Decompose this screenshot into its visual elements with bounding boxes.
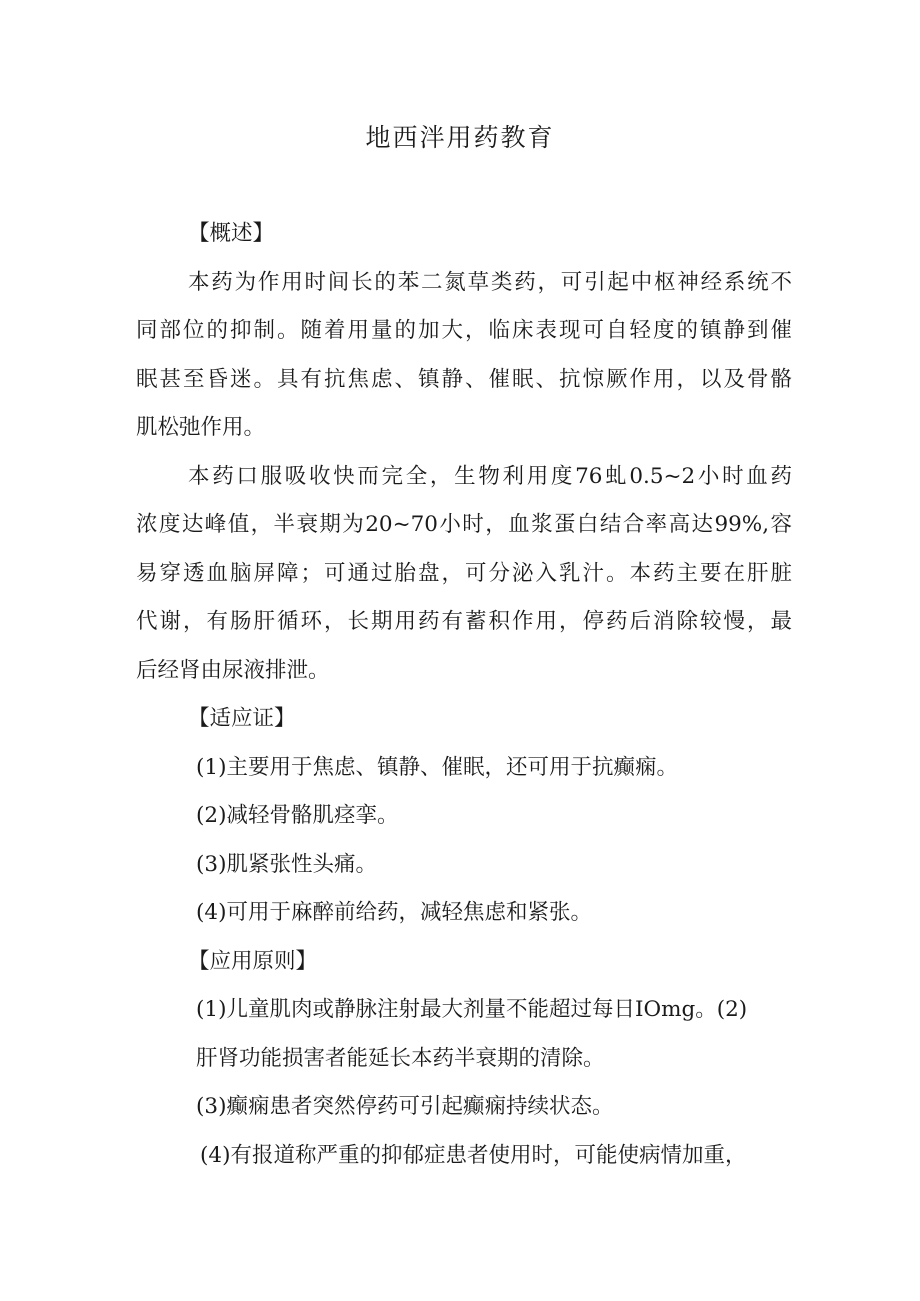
list-item: (3)肌紧张性头痛。 <box>196 851 377 877</box>
list-item: (4)有报道称严重的抑郁症患者使用时，可能使病情加重， <box>200 1142 747 1168</box>
paragraph-line: 本药口服吸收快而完全，生物利用度76虬0.5~2小时血药 <box>188 463 792 489</box>
section-heading-principles: 【应用原则】 <box>188 948 318 974</box>
paragraph-line: 同部位的抑制。随着用量的加大，临床表现可自轻度的镇静到催 <box>136 318 792 343</box>
paragraph-line: 代谢，有肠肝循环，长期用药有蓄积作用，停药后消除较慢，最 <box>136 609 792 634</box>
paragraph-line: 眠甚至昏迷。具有抗焦虑、镇静、催眠、抗惊厥作用，以及骨骼 <box>136 366 792 392</box>
list-item: 肝肾功能损害者能延长本药半衰期的清除。 <box>196 1045 605 1071</box>
document-body <box>136 210 792 1180</box>
list-item: (1)主要用于焦虑、镇静、催眠，还可用于抗癫痫。 <box>196 754 678 780</box>
paragraph-line: 易穿透血脑屏障；可通过胎盘，可分泌入乳汁。本药主要在肝脏 <box>136 560 792 586</box>
list-item: (1)儿童肌肉或静脉注射最大剂量不能超过每日IOmg。(2) <box>196 997 748 1022</box>
section-heading-overview: 【概述】 <box>188 221 275 246</box>
paragraph-line: 浓度达峰值，半衰期为20~70小时，血浆蛋白结合率高达99%,容 <box>136 512 792 537</box>
list-item: (3)癫痫患者突然停药可引起癫痫持续状态。 <box>196 1094 614 1119</box>
page-title: 地西泮用药教育 <box>365 123 555 152</box>
paragraph-line: 肌松弛作用。 <box>136 415 266 440</box>
paragraph-line: 本药为作用时间长的苯二氮草类药，可引起中枢神经系统不 <box>188 269 792 295</box>
section-heading-indications: 【适应证】 <box>188 706 296 731</box>
list-item: (2)减轻骨骼肌痉挛。 <box>196 803 399 828</box>
paragraph-line: 后经肾由尿液排泄。 <box>136 657 330 683</box>
list-item: (4)可用于麻醉前给药，减轻焦虑和紧张。 <box>196 900 592 925</box>
